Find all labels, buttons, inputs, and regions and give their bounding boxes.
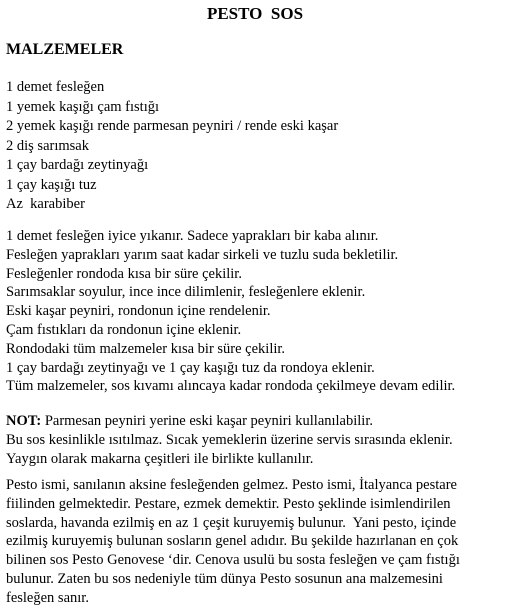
step-line: Fesleğenler rondoda kısa bir süre çekilir.	[6, 265, 242, 282]
step-line: Fesleğen yaprakları yarım saat kadar sirkeli ve tuzlu suda bekletilir.	[6, 246, 399, 263]
info-line: bilinen sos Pesto Genovese ‘dir. Cenova usulü bu sosta fesleğen ve çam fıstığı	[6, 552, 460, 569]
note-first-line	[6, 412, 453, 431]
step-line: 1 çay bardağı zeytinyağı ve 1 çay kaşığı tuz da rondoya eklenir.	[6, 359, 375, 376]
info-line: Pesto ismi, sanılanın aksine fesleğenden gelmez. Pesto ismi, İtalyanca pestare	[6, 477, 457, 493]
note-line: Yaygın olarak makarna çeşitleri ile birlikte kullanılır.	[6, 450, 314, 467]
ingredient-item: 2 diş sarımsak	[6, 137, 89, 154]
ingredients-heading: MALZEMELER	[6, 41, 124, 58]
ingredient-item: 1 çay bardağı zeytinyağı	[6, 157, 149, 173]
note-text: Parmesan peyniri yerine eski kaşar peyniri kullanılabilir.	[41, 413, 373, 429]
ingredient-item: 2 yemek kaşığı rende parmesan peyniri / rende eski kaşar	[6, 118, 339, 134]
ingredient-item: Az karabiber	[6, 196, 85, 212]
ingredient-item: 1 çay kaşığı tuz	[6, 176, 97, 193]
step-line: Eski kaşar peyniri, rondonun içine rendelenir.	[6, 303, 271, 320]
step-line: Rondodaki tüm malzemeler kısa bir süre çekilir.	[6, 340, 286, 357]
pesto-info-paragraph	[6, 476, 506, 608]
step-line: Sarımsaklar soyulur, ince ince dilimlenir, fesleğenlere eklenir.	[6, 284, 366, 301]
step-line: Çam fıstıkları da rondonun içine eklenir.	[6, 321, 242, 338]
page-title: PESTO SOS	[206, 4, 304, 23]
preparation-steps	[6, 227, 455, 396]
info-line: soslarda, havanda ezilmiş en az 1 çeşit kuruyemiş bulunur. Yani pesto, içinde	[6, 514, 457, 531]
info-line: fiilinden gelmektedir. Pestare, ezmek demektir. Pesto şeklinde isimlendirilen	[6, 495, 451, 512]
ingredient-item: 1 yemek kaşığı çam fıstığı	[6, 98, 160, 115]
info-line: ezilmiş kuruyemiş bulunan sosların genel adıdır. Bu şekilde hazırlanan en çok	[6, 533, 459, 550]
note-line: Bu sos kesinlikle ısıtılmaz. Sıcak yemeklerin üzerine servis sırasında eklenir.	[6, 431, 453, 448]
ingredients-list	[6, 78, 338, 215]
step-line: Tüm malzemeler, sos kıvamı alıncaya kadar rondoda çekilmeye devam edilir.	[6, 378, 456, 395]
note-label: NOT:	[6, 413, 42, 429]
note-block	[6, 412, 453, 468]
ingredient-item: 1 demet fesleğen	[6, 79, 105, 95]
step-line: 1 demet fesleğen iyice yıkanır. Sadece yaprakları bir kaba alınır.	[6, 228, 379, 244]
info-line: bulunur. Zaten bu sos nedeniyle tüm dünya Pesto sosunun ana malzemesini	[6, 570, 443, 587]
info-line: fesleğen sanır.	[6, 589, 89, 606]
